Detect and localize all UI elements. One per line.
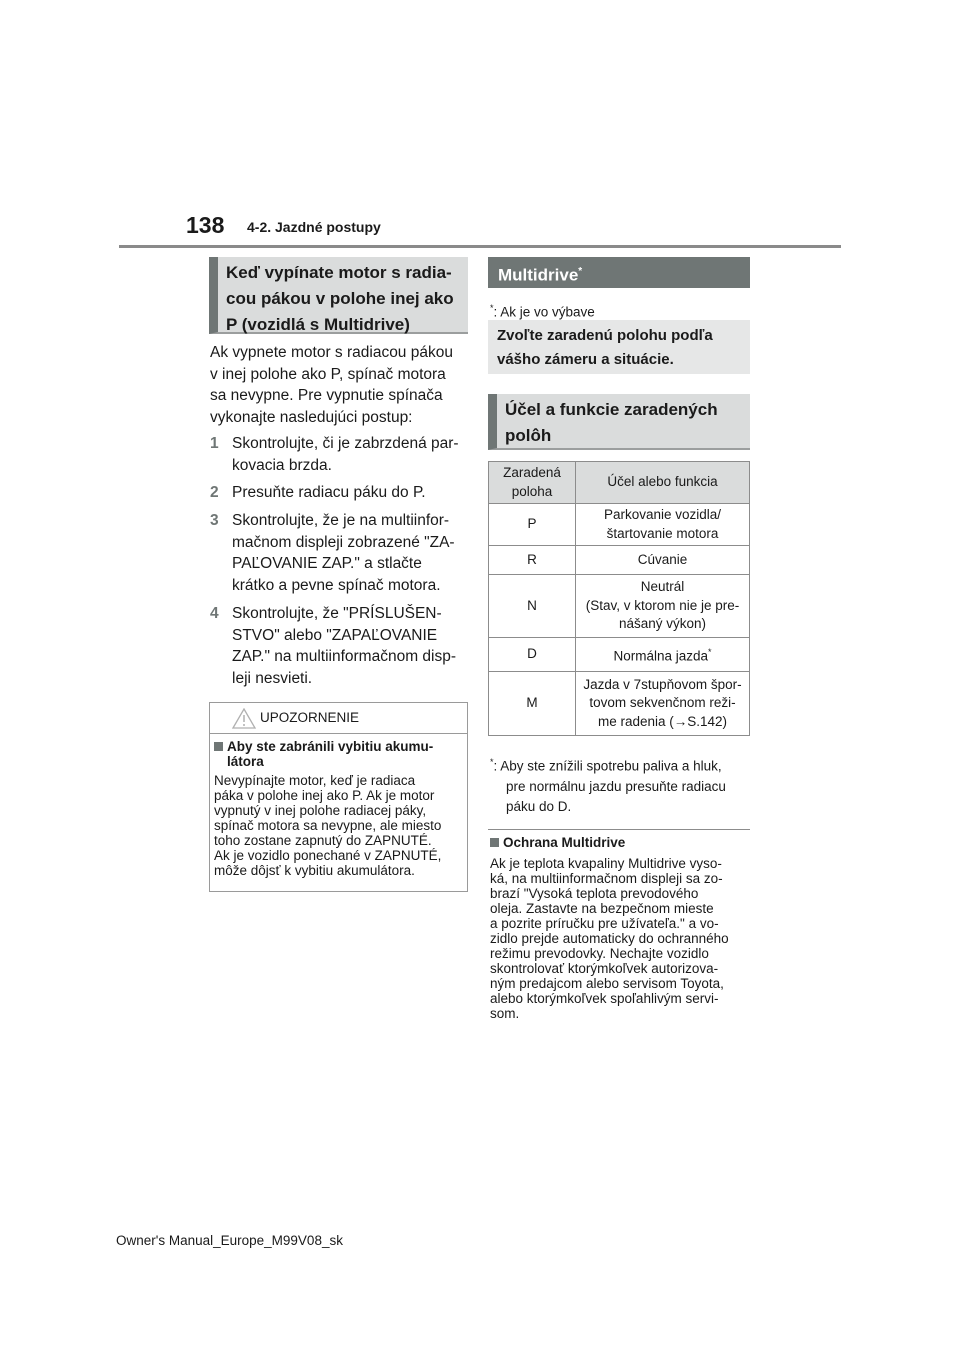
protect-line: alebo ktorýmkoľvek spoľahlivým servi- — [490, 991, 719, 1006]
warning-line: môže dôjsť k vybitiu akumulátora. — [214, 863, 415, 878]
warning-line: Ak je vozidlo ponechané v ZAPNUTÉ, — [214, 848, 442, 863]
gear-positions-table — [488, 461, 750, 736]
warning-line: vypnutý v inej polohe radiacej páky, — [214, 803, 427, 818]
purpose-line: Jazda v 7stupňovom špor- — [583, 676, 742, 692]
step-line: STVO" alebo "ZAPAĽOVANIE — [232, 626, 438, 644]
protect-line: režimu prevodovky. Nechajte vozidlo — [490, 946, 709, 961]
step-line: Skontrolujte, že "PRÍSLUŠEN- — [232, 605, 442, 622]
footnote-line: : Aby ste znížili spotrebu paliva a hluk, — [493, 758, 722, 774]
square-bullet-icon — [214, 742, 223, 751]
warning-line: páka v polohe inej ako P. Ak je motor — [214, 788, 435, 803]
purpose-line: nášaný výkon) — [618, 616, 707, 632]
purpose-line: štartovanie motora — [606, 525, 719, 541]
heading-line: cou pákou v polohe inej ako — [226, 289, 454, 308]
warning-line: toho zostane zapnutý do ZAPNUTÉ. — [214, 833, 432, 848]
select-line: vášho zámeru a situácie. — [497, 351, 674, 368]
header-position — [489, 462, 576, 504]
step-line: PAĽOVANIE ZAP." a stlačte — [232, 555, 422, 572]
position-cell: P — [489, 504, 576, 546]
section-title: 4-2. Jazdné postupy — [247, 219, 381, 235]
footnote-line: pre normálnu jazdu presuňte radiacu — [506, 778, 726, 794]
step-1 — [210, 433, 472, 476]
intro-line: v inej polohe ako P, spínač motora — [210, 365, 446, 383]
step-line: mačnom displeji zobrazené "ZA- — [232, 533, 455, 551]
section-divider — [488, 829, 750, 830]
table-row — [489, 638, 750, 672]
step-line: Skontrolujte, či je zabrzdená par- — [232, 435, 459, 452]
step-line: krátko a pevne spínač motora. — [232, 576, 441, 594]
table-row — [489, 504, 750, 546]
table-row — [489, 546, 750, 575]
intro-line: Ak vypnete motor s radiacou pákou — [210, 344, 453, 361]
table-row — [489, 575, 750, 638]
footnote-text: : Ak je vo výbave — [493, 304, 595, 320]
purpose-line: me radenia (→S.142) — [597, 713, 728, 729]
step-2 — [210, 482, 472, 504]
table-header-row — [489, 462, 750, 504]
header-line: Zaradená — [503, 465, 561, 480]
table-row — [489, 672, 750, 736]
footnote-drive — [490, 752, 752, 817]
position-cell: N — [489, 575, 576, 638]
warning-line: Nevypínajte motor, keď je radiaca — [214, 773, 416, 788]
purpose-cell — [576, 638, 750, 672]
purpose-line: polôh — [505, 426, 552, 445]
protect-line: brazí "Vysoká teplota prevodového — [490, 886, 699, 901]
purpose-cell — [576, 504, 750, 546]
purpose-line: (Stav, v ktorom nie je pre- — [585, 597, 740, 613]
purpose-line: Normálna jazda — [613, 648, 709, 664]
heading-line: P (vozidlá s Multidrive) — [226, 315, 410, 334]
multidrive-title: Multidrive — [498, 265, 579, 285]
header-line: Účel alebo funkcia — [607, 474, 718, 490]
purpose-line: Cúvanie — [637, 551, 688, 567]
multidrive-heading — [488, 257, 750, 288]
intro-line: vykonajte nasledujúci postup: — [210, 408, 413, 426]
footnote-mark: * — [490, 757, 494, 767]
step-line: ZAP." na multiinformačnom disp- — [232, 648, 457, 665]
step-number: 2 — [210, 484, 219, 501]
position-cell: R — [489, 546, 576, 575]
warning-subtitle — [214, 739, 464, 769]
protect-line: a pozrite príručku pre užívateľa." a vo- — [490, 916, 719, 931]
position-cell: D — [489, 638, 576, 672]
step-line: Skontrolujte, že je na multiinfor- — [232, 512, 450, 529]
page-footer: Owner's Manual_Europe_M99V08_sk — [116, 1233, 343, 1248]
step-line: kovacia brzda. — [232, 456, 332, 474]
warning-title: UPOZORNENIE — [260, 710, 360, 725]
warning-text — [214, 773, 466, 878]
protect-title — [490, 835, 752, 851]
step-3 — [210, 510, 472, 596]
purpose-line: Parkovanie vozidla/ — [603, 507, 722, 522]
warning-subtitle-line: látora — [227, 754, 264, 769]
protect-line: oleja. Zastavte na bezpečnom mieste — [490, 901, 714, 916]
step-number: 1 — [210, 435, 219, 452]
footnote-mark: * — [708, 647, 712, 657]
intro-line: sa nevypne. Pre vypnutie spínača — [210, 387, 443, 404]
select-line: Zvoľte zaradenú polohu podľa — [497, 327, 713, 344]
footnote-mark: * — [490, 303, 494, 313]
select-position-box — [488, 320, 750, 374]
step-number: 3 — [210, 512, 219, 529]
protect-line: ným predajcom alebo servisom Toyota, — [490, 976, 724, 991]
header-divider — [119, 245, 841, 248]
protect-title-text: Ochrana Multidrive — [503, 835, 626, 850]
warning-header — [210, 703, 467, 734]
step-4 — [210, 603, 472, 689]
heading-line: Keď vypínate motor s radia- — [226, 263, 452, 282]
footnote-mark: * — [578, 266, 583, 277]
warning-subtitle-line: Aby ste zabránili vybitiu akumu- — [227, 739, 434, 754]
purpose-line: Účel a funkcie zaradených — [505, 400, 718, 419]
square-bullet-icon — [490, 838, 499, 847]
purpose-cell — [576, 546, 750, 575]
header-line: poloha — [511, 483, 553, 499]
position-cell: M — [489, 672, 576, 736]
header-purpose — [576, 462, 750, 504]
purpose-line: tovom sekvenčnom reži- — [589, 695, 736, 711]
protect-line: skontrolovať ktorýmkoľvek autorizova- — [490, 961, 719, 976]
purpose-cell — [576, 575, 750, 638]
footnote-equipment — [490, 298, 750, 323]
engine-off-heading — [209, 257, 468, 334]
warning-box — [209, 702, 468, 892]
page-number: 138 — [186, 212, 225, 238]
warning-triangle-icon — [232, 708, 256, 729]
protect-line: ká, na multiinformačnom displeji sa zo- — [490, 871, 723, 886]
purpose-cell — [576, 672, 750, 736]
protect-text — [490, 856, 752, 1021]
warning-line: spínač motora sa nevypne, ale miesto — [214, 818, 442, 833]
step-number: 4 — [210, 605, 219, 622]
step-line: leji nesvieti. — [232, 669, 313, 687]
intro-paragraph — [210, 342, 470, 428]
step-line: Presuňte radiacu páku do P. — [232, 484, 426, 501]
footnote-line: páku do D. — [506, 798, 572, 814]
protect-line: zidlo prejde automaticky do ochranného — [490, 931, 729, 946]
protect-line: Ak je teplota kvapaliny Multidrive vyso- — [490, 856, 722, 871]
purpose-line: Neutrál — [640, 579, 685, 595]
protect-line: som. — [490, 1006, 520, 1021]
purpose-heading — [488, 394, 750, 450]
